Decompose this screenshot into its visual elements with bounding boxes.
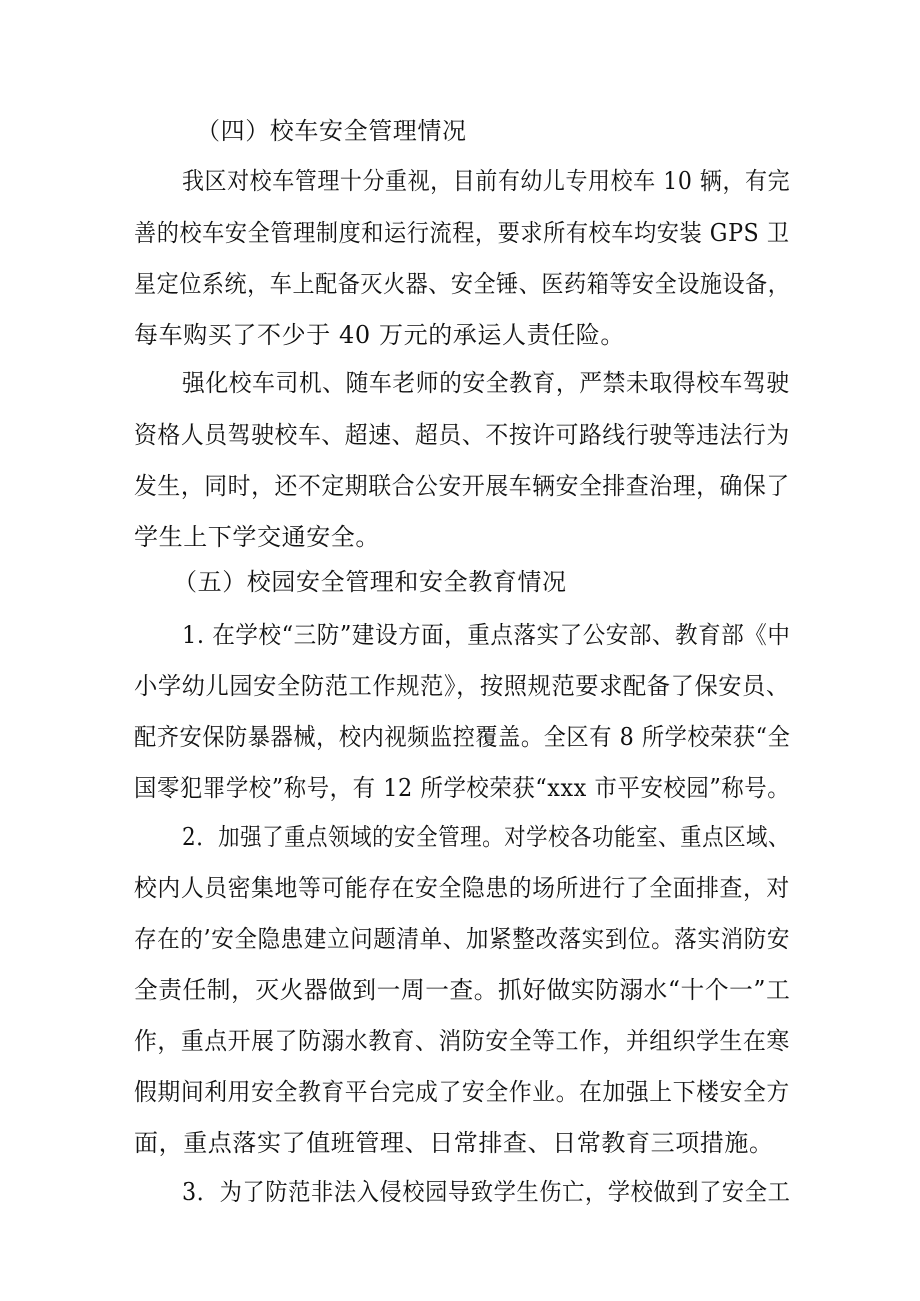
section-5-item-2-line-2: 校内人员密集地等可能存在安全隐患的场所进行了全面排查，对 — [134, 874, 790, 902]
section-5-item-2-line-6: 假期间利用安全教育平台完成了安全作业。在加强上下楼安全方 — [134, 1078, 790, 1106]
section-5-item-2-line-5: 作，重点开展了防溺水教育、消防安全等工作，并组织学生在寒 — [134, 1027, 790, 1055]
section-4-para-2-line-4: 学生上下学交通安全。 — [134, 523, 380, 551]
section-5-item-2-line-3: 存在的’安全隐患建立问题清单、加紧整改落实到位。落实消防安 — [134, 925, 791, 953]
section-4-para-1-line-2: 善的校车安全管理制度和运行流程，要求所有校车均安装 GPS 卫 — [134, 219, 790, 247]
section-5-item-2-line-1: 2．加强了重点领域的安全管理。对学校各功能室、重点区域、 — [182, 823, 791, 851]
section-4-para-2-line-3: 发生，同时，还不定期联合公安开展车辆安全排查治理，确保了 — [134, 472, 790, 500]
section-5-item-2-line-4: 全责任制，灭火器做到一周一查。抓好做实防溺水“十个一”工 — [134, 976, 791, 1004]
section-5-item-1-line-2: 小学幼儿园安全防范工作规范》，按照规范要求配备了保安员、 — [134, 672, 790, 700]
section-4-para-1-line-1: 我区对校车管理十分重视，目前有幼儿专用校车 10 辆，有完 — [182, 167, 791, 195]
section-4-para-2-line-1: 强化校车司机、随车老师的安全教育，严禁未取得校车驾驶 — [182, 369, 790, 397]
section-4-para-2-line-2: 资格人员驾驶校车、超速、超员、不按许可路线行驶等违法行为 — [134, 421, 790, 449]
section-4-heading: （四）校车安全管理情况 — [196, 117, 467, 145]
section-4-para-1-line-4: 每车购买了不少于 40 万元的承运人责任险。 — [134, 321, 625, 349]
section-5-item-1-line-1: 1. 在学校“三防”建设方面，重点落实了公安部、教育部《中 — [182, 621, 791, 649]
section-4-para-1-line-3: 星定位系统，车上配备灭火器、安全锤、医药箱等安全设施设备， — [134, 270, 791, 298]
section-5-item-2-line-7: 面，重点落实了值班管理、日常排查、日常教育三项措施。 — [134, 1129, 774, 1157]
section-5-item-1-line-3: 配齐安保防暴器械，校内视频监控覆盖。全区有 8 所学校荣获“全 — [134, 723, 791, 751]
section-5-item-3-line-1: 3．为了防范非法入侵校园导致学生伤亡，学校做到了安全工 — [182, 1178, 791, 1206]
section-5-item-1-line-4: 国零犯罪学校”称号，有 12 所学校荣获“xxx 市平安校园”称号。 — [134, 774, 791, 802]
section-5-heading: （五）校园安全管理和安全教育情况 — [173, 568, 567, 596]
